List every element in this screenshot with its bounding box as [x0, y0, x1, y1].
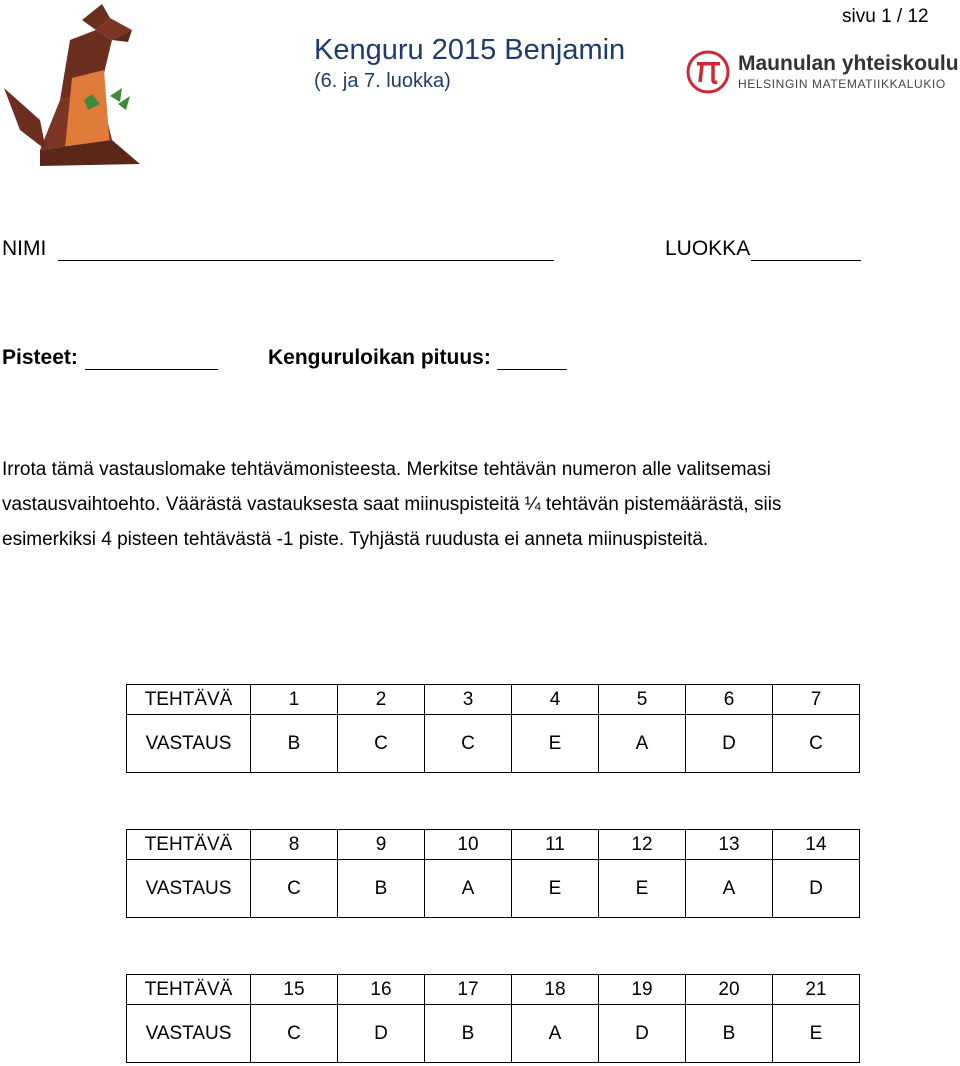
answer-cell[interactable]: B	[425, 1005, 512, 1063]
task-number: 7	[773, 685, 860, 715]
answer-cell[interactable]: E	[773, 1005, 860, 1063]
task-number: 6	[686, 685, 773, 715]
page-number: sivu 1 / 12	[842, 6, 929, 27]
answer-table-1	[126, 684, 860, 773]
task-row-label: TEHTÄVÄ	[127, 685, 251, 715]
points-label: Pisteet:	[2, 346, 78, 369]
instructions-line-1: Irrota tämä vastauslomake tehtävämonisteesta. Merkitse tehtävän numeron alle valitsemasi	[2, 459, 771, 480]
answer-cell[interactable]: D	[599, 1005, 686, 1063]
task-number: 1	[251, 685, 338, 715]
answer-cell[interactable]: B	[338, 860, 425, 918]
task-number: 11	[512, 830, 599, 860]
name-field-line[interactable]	[58, 260, 554, 261]
answer-cell[interactable]: D	[773, 860, 860, 918]
answer-cell[interactable]: C	[251, 860, 338, 918]
task-number: 2	[338, 685, 425, 715]
answer-cell[interactable]: C	[251, 1005, 338, 1063]
document-subtitle: (6. ja 7. luokka)	[314, 70, 451, 92]
task-number: 10	[425, 830, 512, 860]
document-title: Kenguru 2015 Benjamin	[314, 34, 626, 66]
answer-row-label: VASTAUS	[127, 1005, 251, 1063]
answer-cell[interactable]: A	[599, 715, 686, 773]
jump-length-field-line[interactable]	[497, 369, 567, 370]
jump-length-label: Kenguruloikan pituus:	[268, 346, 491, 369]
answer-row-label: VASTAUS	[127, 715, 251, 773]
answer-cell[interactable]: A	[425, 860, 512, 918]
instructions-paragraph	[2, 452, 952, 557]
task-number: 3	[425, 685, 512, 715]
class-label: LUOKKA	[665, 237, 751, 260]
task-number: 13	[686, 830, 773, 860]
school-name: Maunulan yhteiskoulu	[738, 52, 959, 75]
kangaroo-logo	[0, 0, 150, 170]
pi-logo-icon	[686, 50, 730, 94]
name-label: NIMI	[2, 237, 47, 260]
task-number: 20	[686, 975, 773, 1005]
task-number: 9	[338, 830, 425, 860]
points-field-line[interactable]	[85, 369, 218, 370]
answer-cell[interactable]: C	[338, 715, 425, 773]
answer-table-2	[126, 829, 860, 918]
answer-cell[interactable]: C	[773, 715, 860, 773]
task-number: 15	[251, 975, 338, 1005]
task-row-label: TEHTÄVÄ	[127, 975, 251, 1005]
answer-cell[interactable]: E	[599, 860, 686, 918]
task-number: 5	[599, 685, 686, 715]
task-number: 17	[425, 975, 512, 1005]
class-field-line[interactable]	[751, 260, 861, 261]
instructions-line-3: esimerkiksi 4 pisteen tehtävästä -1 piste. Tyhjästä ruudusta ei anneta miinuspisteitä.	[2, 529, 709, 550]
task-number: 19	[599, 975, 686, 1005]
task-number: 12	[599, 830, 686, 860]
task-row-label: TEHTÄVÄ	[127, 830, 251, 860]
school-subtitle: HELSINGIN MATEMATIIKKALUKIO	[738, 77, 946, 91]
task-number: 18	[512, 975, 599, 1005]
answer-cell[interactable]: D	[686, 715, 773, 773]
task-number: 16	[338, 975, 425, 1005]
answer-cell[interactable]: A	[512, 1005, 599, 1063]
answer-cell[interactable]: E	[512, 715, 599, 773]
answer-row-label: VASTAUS	[127, 860, 251, 918]
instructions-line-2: vastausvaihtoehto. Väärästä vastauksesta saat miinuspisteitä ¼ tehtävän pistemäärästä, siis	[2, 494, 782, 515]
task-number: 4	[512, 685, 599, 715]
task-number: 8	[251, 830, 338, 860]
task-number: 21	[773, 975, 860, 1005]
answer-cell[interactable]: B	[686, 1005, 773, 1063]
answer-table-3	[126, 974, 860, 1063]
answer-cell[interactable]: C	[425, 715, 512, 773]
answer-cell[interactable]: D	[338, 1005, 425, 1063]
task-number: 14	[773, 830, 860, 860]
answer-cell[interactable]: E	[512, 860, 599, 918]
answer-cell[interactable]: B	[251, 715, 338, 773]
answer-cell[interactable]: A	[686, 860, 773, 918]
